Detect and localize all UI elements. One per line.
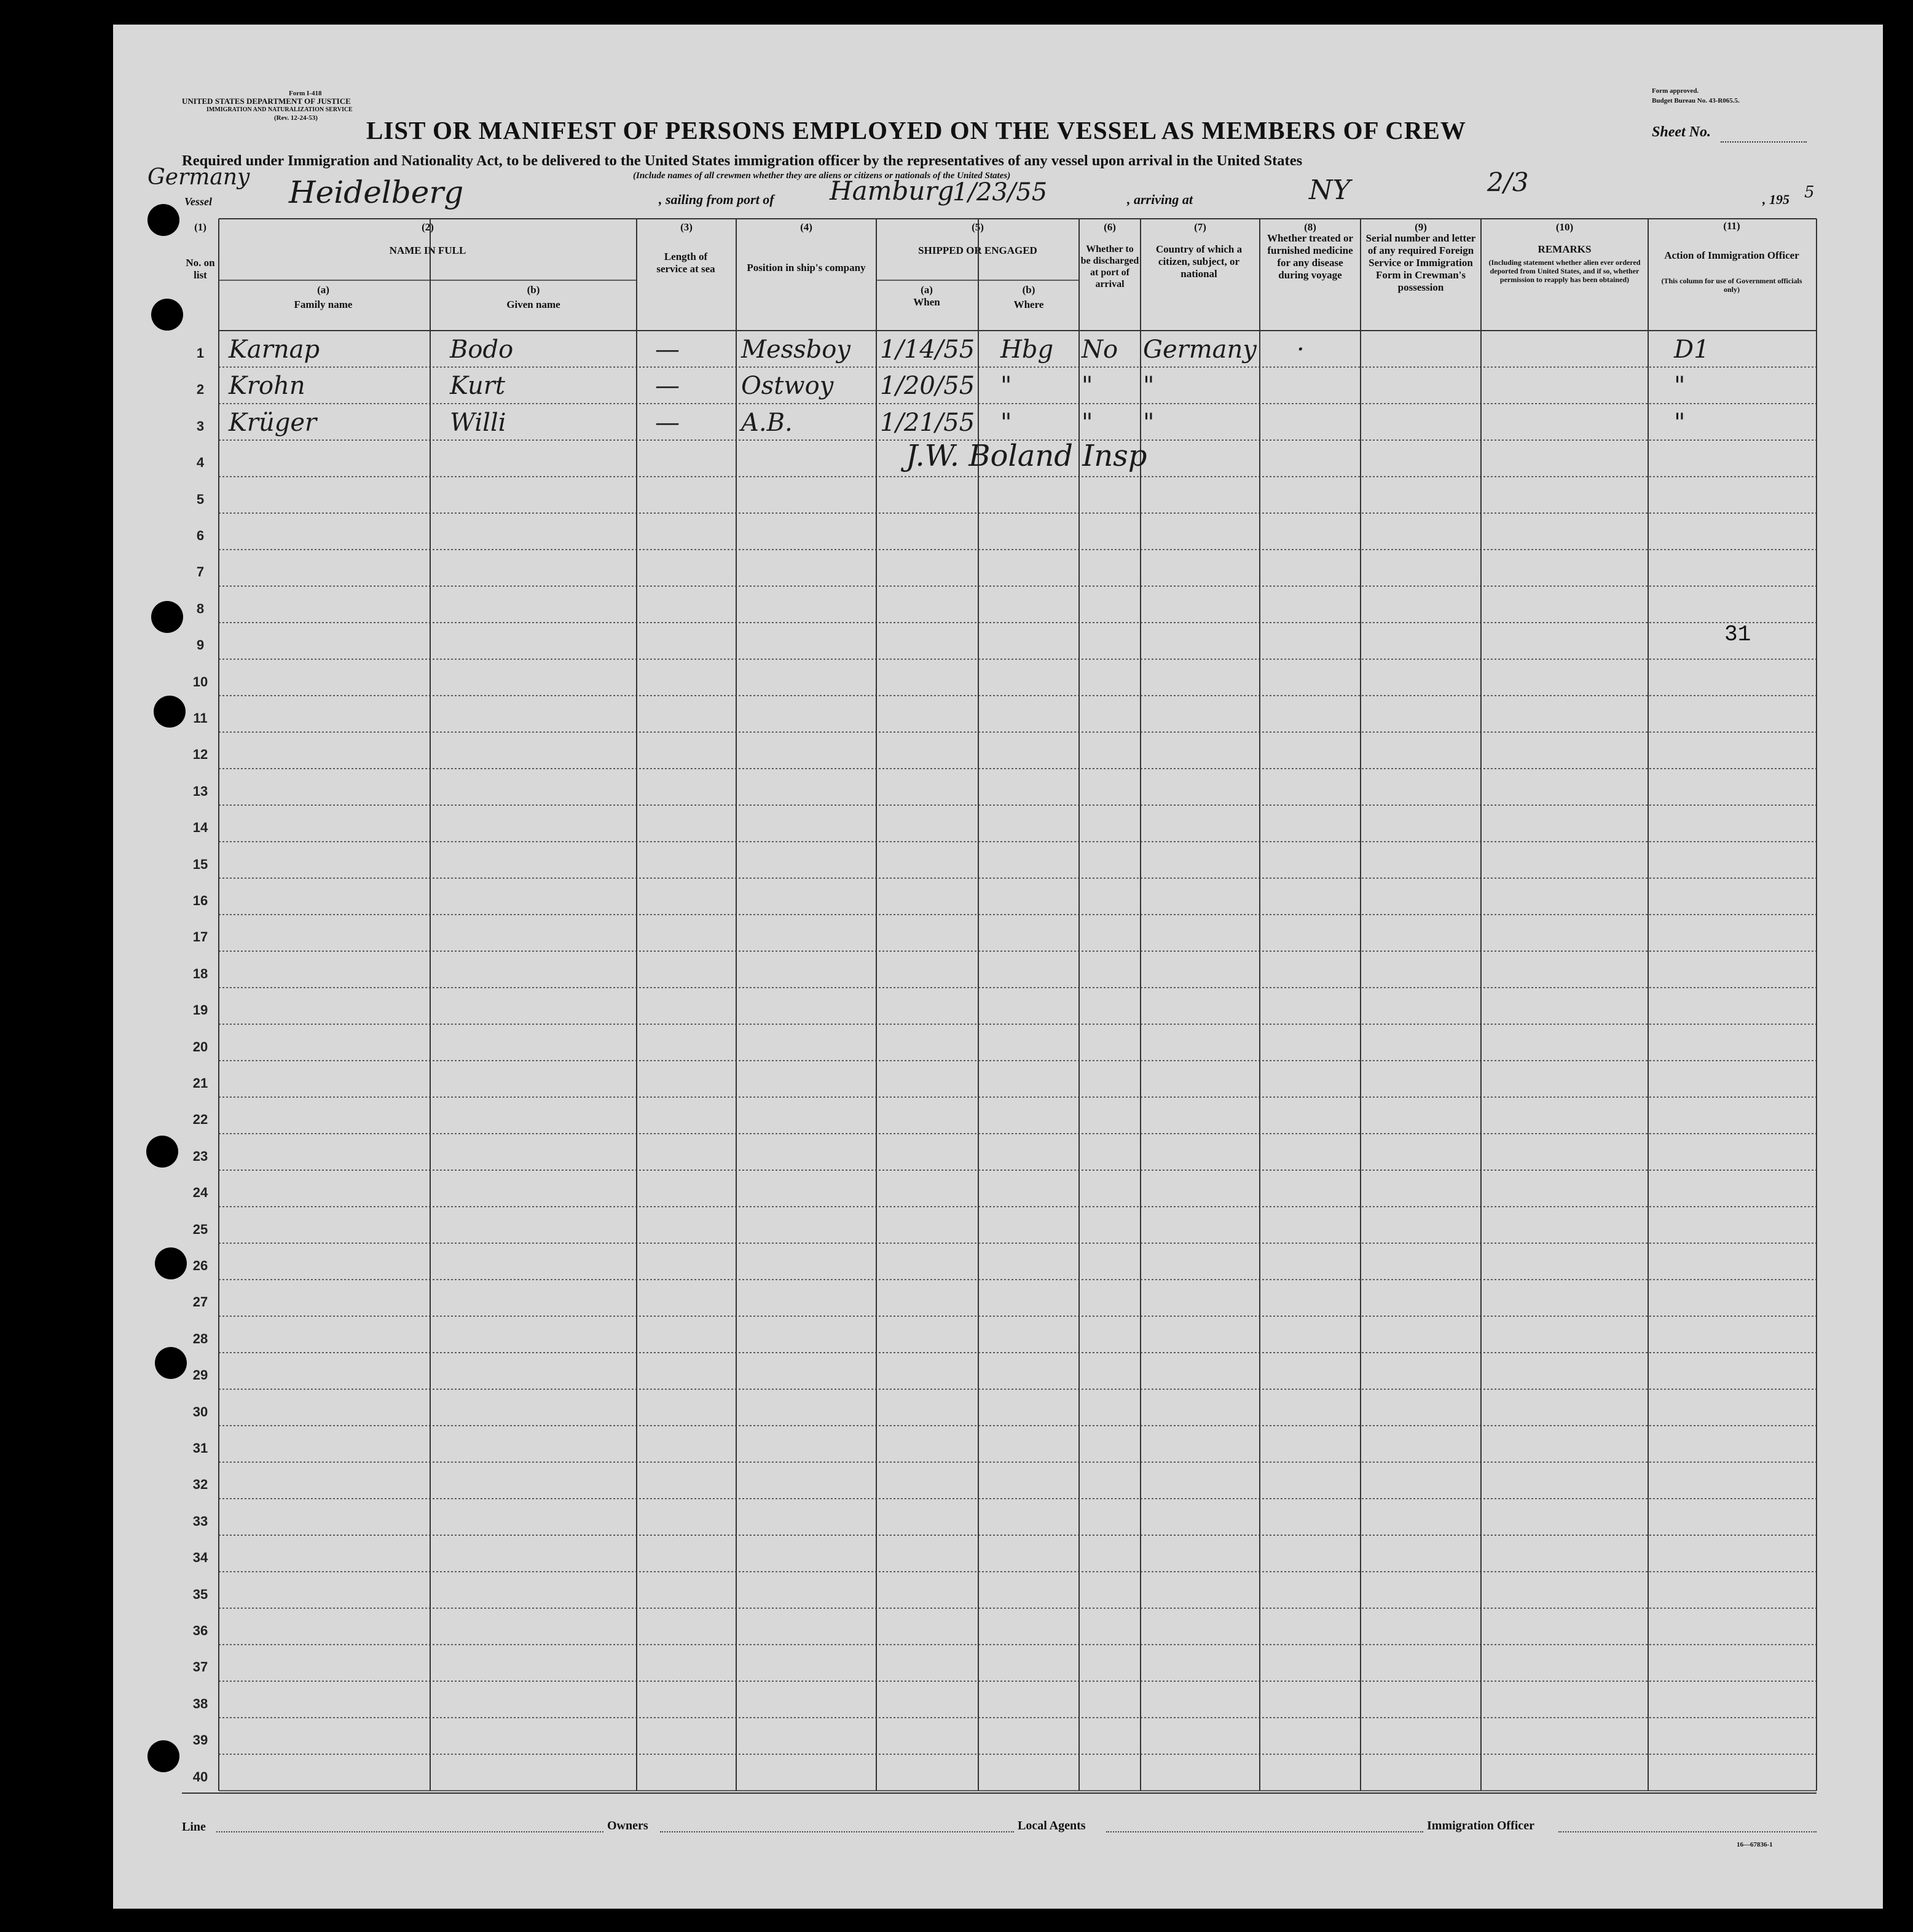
footer-line-label: Line xyxy=(182,1820,206,1834)
footer-owners-label: Owners xyxy=(607,1819,648,1832)
col10-label: REMARKS xyxy=(1538,243,1592,255)
shipped-when: 1/20/55 xyxy=(880,372,975,401)
form-approved: Form approved. xyxy=(1652,87,1699,95)
medicine: · xyxy=(1297,336,1305,364)
immigration-action: D1 xyxy=(1674,336,1710,364)
col3-label: Length of service at sea xyxy=(656,251,715,275)
budget-bureau: Budget Bureau No. 43-R065.5. xyxy=(1652,97,1740,104)
col2-label: NAME IN FULL xyxy=(389,245,466,256)
col9-label: Serial number and letter of any required Foreign Service or Immigration Form in Crewman's possession xyxy=(1365,232,1476,293)
col8-number: (8) xyxy=(1304,221,1316,233)
vessel-label: Vessel xyxy=(184,195,212,208)
row-number: 27 xyxy=(192,1294,208,1310)
service: IMMIGRATION AND NATURALIZATION SERVICE xyxy=(206,106,353,113)
footer-officer-rule xyxy=(1558,1831,1817,1832)
row-number: 23 xyxy=(192,1148,208,1164)
col7-number: (7) xyxy=(1194,221,1206,233)
row-number: 1 xyxy=(196,345,205,361)
row-number: 30 xyxy=(192,1404,208,1420)
col10-number: (10) xyxy=(1555,221,1574,233)
row-number: 25 xyxy=(192,1221,208,1237)
col2a-number: (a) xyxy=(317,284,329,296)
row-number: 18 xyxy=(192,965,208,981)
footer-immigration-officer-label: Immigration Officer xyxy=(1427,1819,1534,1832)
sheet-label: Sheet No. xyxy=(1652,124,1711,140)
col2a-label: Family name xyxy=(294,299,353,310)
country: Germany xyxy=(1143,336,1257,364)
family-name: Krüger xyxy=(229,408,317,437)
row-number: 13 xyxy=(192,783,208,799)
row-number: 38 xyxy=(192,1695,208,1711)
vessel-name: Heidelberg xyxy=(289,175,464,210)
row-number: 2 xyxy=(196,382,205,398)
row-number: 14 xyxy=(192,820,208,836)
row-number: 24 xyxy=(192,1185,208,1201)
row-number: 35 xyxy=(192,1586,208,1602)
col7-label: Country of which a citizen, subject, or national xyxy=(1155,243,1243,280)
col5a-number: (a) xyxy=(921,284,933,296)
row-number: 11 xyxy=(193,710,208,726)
col11-label: Action of Immigration Officer xyxy=(1664,249,1799,261)
port-from: Hamburg xyxy=(830,176,954,206)
arriving-label: , arriving at xyxy=(1127,192,1193,207)
col1-label: No. on list xyxy=(186,257,215,281)
length-of-service: — xyxy=(655,372,680,401)
sail-date: 1/23/55 xyxy=(953,178,1048,206)
footer-agents-rule xyxy=(1106,1831,1423,1832)
col2-number: (2) xyxy=(422,221,434,233)
year-label: , 195 xyxy=(1762,192,1789,207)
revision: (Rev. 12-24-53) xyxy=(274,114,318,122)
col2b-label: Given name xyxy=(506,299,560,310)
shipped-where: Hbg xyxy=(1000,336,1054,364)
form-number: Form I-418 xyxy=(289,90,322,97)
col5a-label: When xyxy=(913,296,940,308)
given-name: Bodo xyxy=(450,336,514,364)
sailing-label: , sailing from port of xyxy=(659,192,774,207)
subtitle: Required under Immigration and Nationality Act, to be delivered to the United States immigration officer by the representatives of any vessel upon arrival in the United States xyxy=(182,152,1303,169)
discharge: No xyxy=(1082,336,1118,364)
col8-label: Whether treated or furnished medicine for any disease during voyage xyxy=(1267,232,1354,281)
row-number: 34 xyxy=(192,1550,208,1566)
shipped-when: 1/21/55 xyxy=(880,408,975,437)
row-number: 3 xyxy=(196,418,205,434)
given-name: Willi xyxy=(450,408,506,437)
row-number: 32 xyxy=(192,1477,208,1493)
family-name: Krohn xyxy=(229,372,305,401)
footer-owners-rule xyxy=(660,1831,1014,1832)
instruction: (Include names of all crewmen whether they are aliens or citizens or nationals of the United States) xyxy=(633,171,1011,181)
shipped-where: " xyxy=(1000,372,1012,401)
given-name: Kurt xyxy=(450,372,505,401)
inspector-signature: J.W. Boland Insp xyxy=(906,439,1147,473)
row-number: 36 xyxy=(192,1623,208,1638)
col5-label: SHIPPED OR ENGAGED xyxy=(918,245,1037,256)
department: UNITED STATES DEPARTMENT OF JUSTICE xyxy=(182,96,351,106)
col11-number: (11) xyxy=(1723,220,1740,232)
immigration-action: " xyxy=(1674,372,1686,401)
shipped-where: " xyxy=(1000,408,1012,437)
page-title: LIST OR MANIFEST OF PERSONS EMPLOYED ON THE VESSEL AS MEMBERS OF CREW xyxy=(366,116,1466,144)
row-number: 12 xyxy=(192,747,208,763)
position: A.B. xyxy=(741,408,793,437)
port-to: NY xyxy=(1309,175,1351,206)
stamp-number: 31 xyxy=(1724,622,1751,647)
row-number: 15 xyxy=(192,856,208,872)
row-number: 31 xyxy=(192,1440,208,1456)
print-code: 16—67836-1 xyxy=(1737,1841,1773,1848)
row-number: 4 xyxy=(196,455,205,471)
length-of-service: — xyxy=(655,336,680,364)
row-number: 26 xyxy=(192,1258,208,1273)
footer-local-agents-label: Local Agents xyxy=(1018,1819,1086,1832)
row-number: 33 xyxy=(192,1513,208,1529)
col5-number: (5) xyxy=(972,221,984,233)
footer-line-rule xyxy=(216,1831,603,1832)
col3-number: (3) xyxy=(680,221,693,233)
family-name: Karnap xyxy=(229,336,320,364)
row-number: 22 xyxy=(192,1112,208,1128)
row-number: 20 xyxy=(192,1039,208,1054)
col6-label: Whether to be discharged at port of arrival xyxy=(1080,244,1139,289)
row-number: 17 xyxy=(192,929,208,945)
row-number: 9 xyxy=(196,637,205,653)
row-number: 19 xyxy=(192,1002,208,1018)
col6-number: (6) xyxy=(1104,221,1116,233)
row-number: 16 xyxy=(192,893,208,908)
row-number: 5 xyxy=(196,491,205,507)
row-number: 7 xyxy=(196,564,205,580)
row-number: 29 xyxy=(192,1367,208,1383)
country: " xyxy=(1143,408,1155,437)
col5b-label: Where xyxy=(1013,299,1044,310)
row-number: 10 xyxy=(192,673,208,689)
col5b-number: (b) xyxy=(1022,284,1035,296)
col9-number: (9) xyxy=(1415,221,1427,233)
col4-label: Position in ship's company xyxy=(747,262,866,273)
col4-number: (4) xyxy=(800,221,812,233)
vessel-country: Germany xyxy=(147,165,250,190)
arrival-date: 2/3 xyxy=(1487,167,1529,197)
col1-number: (1) xyxy=(194,221,206,233)
col2b-number: (b) xyxy=(527,284,540,296)
discharge: " xyxy=(1082,408,1093,437)
immigration-action: " xyxy=(1674,408,1686,437)
row-number: 37 xyxy=(192,1659,208,1675)
year-digit: 5 xyxy=(1804,183,1815,202)
shipped-when: 1/14/55 xyxy=(880,336,975,364)
position: Messboy xyxy=(741,336,850,364)
col10-note: (Including statement whether alien ever ordered deported from United States, and if so, whether permission to reapply has been obtained) xyxy=(1488,258,1641,284)
row-number: 40 xyxy=(192,1769,208,1785)
row-number: 39 xyxy=(192,1732,208,1748)
col11-note: (This column for use of Government officials only) xyxy=(1661,277,1802,294)
country: " xyxy=(1143,372,1155,401)
row-number: 6 xyxy=(196,528,205,543)
row-number: 28 xyxy=(192,1330,208,1346)
row-number: 21 xyxy=(192,1075,208,1091)
row-number: 8 xyxy=(196,600,205,616)
length-of-service: — xyxy=(655,408,680,437)
discharge: " xyxy=(1082,372,1093,401)
position: Ostwoy xyxy=(741,372,834,401)
